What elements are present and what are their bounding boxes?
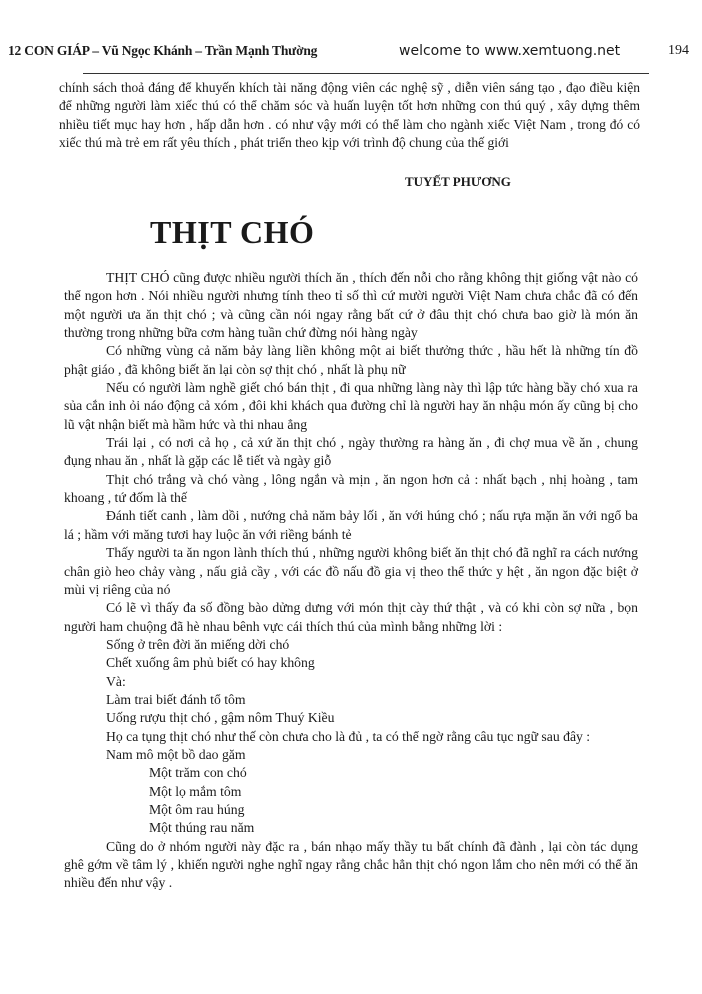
- proverb-line: Nam mô một bồ dao găm: [106, 746, 246, 762]
- author-signature: TUYẾT PHƯƠNG: [405, 174, 511, 189]
- paragraph: Đánh tiết canh , làm dồi , nướng chả năm bảy lối , ăn với húng chó ; nấu rựa mặn ăn với ngổ ba lá ; hầm với măng tươi hay luộc ăn với riềng bánh tẻ: [64, 508, 638, 542]
- paragraph: THỊT CHÓ cũng được nhiều người thích ăn , thích đến nỗi cho rằng không thịt giống vật nào có thể ngon hơn . Nói nhiều người nhưng tính theo tỉ số thì cứ mười người Việt Nam chưa chắc đã có đến một người ưa ăn thịt chó ; và cũng cần nói ngay rằng bất cứ ở đâu thịt chó chưa bao giờ là món ăn thường trong những bữa cơm hàng tuần chứ đừng nói hàng ngày: [64, 270, 638, 341]
- article-title: THỊT CHÓ: [150, 214, 315, 250]
- header-rule: [83, 73, 649, 74]
- verse-line: Uống rượu thịt chó , gậm nôm Thuý Kiều: [106, 710, 335, 726]
- paragraph: Nếu có người làm nghề giết chó bán thịt , đi qua những làng này thì lập tức hàng bầy chó xua ra sủa cắn inh ỏi náo động cả xóm , đôi khi khách qua đường chỉ là người hay ăn nhậu món ấy cũng bị cho lũ vật nhận biết mà hầm hức và thi nhau ẳng: [64, 380, 638, 432]
- verse-line: Chết xuống âm phủ biết có hay không: [106, 655, 315, 671]
- page-header: [0, 43, 702, 63]
- paragraph: Trái lại , có nơi cả họ , cả xứ ăn thịt chó , ngày thường ra hàng ăn , đi chợ mua về ăn , chung đụng nhau ăn , nhất là gặp các lễ tiết và ngày giỗ: [64, 435, 638, 469]
- proverb-line: Một lọ mắm tôm: [149, 783, 242, 799]
- book-title-header: 12 CON GIÁP – Vũ Ngọc Khánh – Trần Mạnh Thường: [8, 43, 318, 58]
- verse-line: Làm trai biết đánh tổ tôm: [106, 691, 246, 707]
- page-number: 194: [668, 43, 689, 58]
- website-link[interactable]: welcome to www.xemtuong.net: [399, 43, 621, 59]
- paragraph: Có những vùng cả năm bảy làng liền không một ai biết thưởng thức , hầu hết là những tín đồ phật giáo , đã không biết ăn lại còn sợ thịt chó , nhất là phụ nữ: [64, 343, 638, 377]
- proverb-line: Một thúng rau năm: [149, 820, 255, 836]
- paragraph: Thịt chó trắng và chó vàng , lông ngắn và mịn , ăn ngon hơn cả : nhất bạch , nhị hoàng , tam khoang , tứ đốm là thế: [64, 471, 638, 506]
- verse-line: Sống ở trên đời ăn miếng dời chó: [106, 636, 290, 652]
- proverb-line: Một trăm con chó: [149, 765, 247, 781]
- proverb-line: Một ôm rau húng: [149, 801, 245, 817]
- verse-intro: Họ ca tụng thịt chó như thế còn chưa cho là đủ , ta có thể ngờ rằng câu tục ngữ sau đây :: [106, 728, 591, 744]
- previous-section-ending: chính sách thoả đáng để khuyến khích tài năng động viên các nghệ sỹ , diễn viên sáng tạo , đạo điều kiện để những người làm xiếc thú có thể chăm sóc và huấn luyện tốt hơn những con thú quý , xây dựng thêm nhiều tiết mục hay hơn , hấp dẫn hơn . có như vậy mới có thể làm cho ngành xiếc Việt Nam , trong đó có xiếc thú mà trẻ em rất yêu thích , phát triển theo kịp với trình độ chung của thế giới: [59, 80, 640, 150]
- verse-line: Và:: [106, 673, 126, 689]
- article-body: [64, 269, 638, 893]
- paragraph: Có lẽ vì thấy đa số đồng bào dửng dưng với món thịt cày thứ thật , và có khi còn sợ nữa , bọn người ham chuộng đã hè nhau bênh vực cái thích thú của mình bằng những lời :: [64, 600, 638, 634]
- closing-paragraph: Cũng do ở nhóm người này đặc ra , bán nhạo mấy thầy tu bất chính đã đành , lại còn tác dụng ghê gớm về tâm lý , khiến người nghe nghĩ ngay rằng chắc hẳn thịt chó ngon lắm cho nên mới có thể ăn nhiều đến như vậy .: [64, 838, 638, 891]
- paragraph: Thấy người ta ăn ngon lành thích thú , những người không biết ăn thịt chó đã nghĩ ra cách nướng chân giò heo chảy vàng , nấu giả cầy , với các đồ nấu đồ gia vị theo thể thức y hệt , ăn ngon đặc biệt ở mùi vị riêng của nó: [64, 545, 638, 597]
